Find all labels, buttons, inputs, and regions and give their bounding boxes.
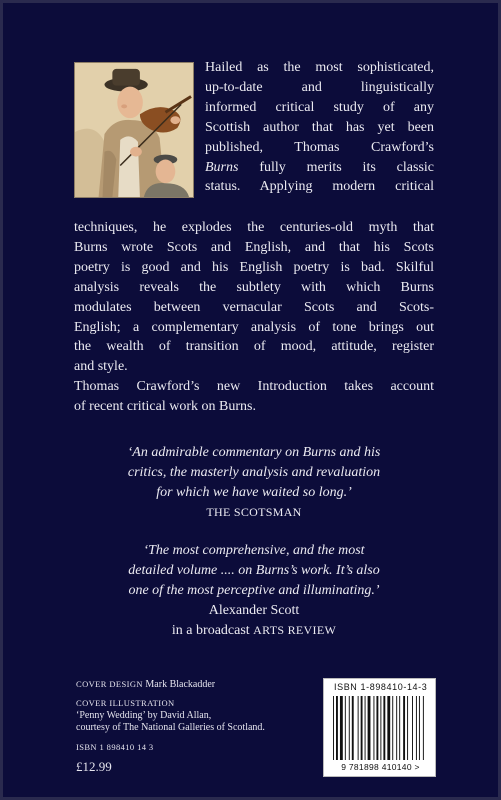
blurb-line: English; a complementary analysis of tone brings out [74, 319, 434, 335]
blurb-line: techniques, he explodes the centuries-old myth that [74, 220, 434, 235]
barcode-box [323, 678, 436, 777]
blurb-line: published, Thomas Crawford’s [205, 139, 434, 155]
barcode-isbn-label: ISBN 1-898410-14-3 [334, 682, 428, 692]
blurb-paragraph-1-full-width [74, 218, 434, 377]
blurb-line: Hailed as the most sophisticated, [205, 60, 434, 75]
illustration-artist: by David Allan, [147, 709, 212, 721]
quote-author: Alexander Scott [208, 602, 300, 618]
fiddler-painting-image [75, 63, 193, 197]
quote-line: ‘The most comprehensive, and the most [143, 543, 365, 558]
quote-line: ‘An admirable commentary on Burns and his [127, 445, 381, 460]
cover-credits [76, 678, 265, 753]
blurb-line: Thomas Crawford’s new Introduction takes account [74, 379, 434, 394]
quote-line: for which we have waited so long.’ [156, 484, 352, 500]
illustration-courtesy: courtesy of The National Galleries of Scotland. [76, 722, 265, 734]
quote-context-program: ARTS REVIEW [253, 622, 337, 637]
blurb-line: and style. [74, 359, 128, 375]
price: £12.99 [76, 759, 112, 774]
cover-design-credit [76, 678, 265, 691]
barcode-digits: 9 781898 410140 > [341, 762, 420, 772]
review-quote-1 [74, 443, 434, 523]
blurb-line: the wealth of transition of mood, attitude, register [74, 339, 434, 355]
review-quote-2 [74, 541, 434, 641]
quote-line: critics, the masterly analysis and revaluation [127, 464, 381, 480]
quote-source: THE SCOTSMAN [206, 504, 302, 519]
quote-context [74, 621, 434, 641]
isbn-text: ISBN 1 898410 14 3 [76, 741, 154, 752]
blurb-line: analysis reveals the subtlety with which Burns [74, 279, 434, 295]
quote-context-prefix: in a broadcast [171, 622, 254, 638]
blurb-line: up-to-date and linguistically [205, 79, 434, 95]
blurb-line: Scottish author that has yet been [205, 119, 434, 135]
blurb-paragraph-1-beside-image [205, 58, 434, 197]
blurb-line-fragment: fully merits its classic [238, 159, 434, 175]
quote-line: detailed volume .... on Burns’s work. It’s also [128, 562, 380, 578]
quote-line: one of the most perceptive and illuminating.’ [128, 582, 380, 598]
illustration-credit [76, 710, 265, 722]
illustration-label: COVER ILLUSTRATION [76, 698, 175, 709]
cover-design-name: Mark Blackadder [145, 679, 216, 690]
blurb-line: status. Applying modern critical [205, 179, 434, 195]
cover-illustration-fiddler [74, 62, 194, 198]
cover-design-label: COVER DESIGN [76, 679, 143, 689]
blurb-line: Burns wrote Scots and English, and that his Scots [74, 239, 434, 255]
blurb-line: of recent critical work on Burns. [74, 398, 256, 414]
barcode-bars [332, 696, 428, 760]
blurb-paragraph-2 [74, 377, 434, 417]
illustration-title: ‘Penny Wedding’ [76, 709, 146, 721]
blurb-line: poetry is good and his English poetry is bad. Skilful [74, 259, 434, 275]
blurb-line: informed critical study of any [205, 99, 434, 115]
blurb-line-with-title [205, 158, 434, 178]
book-title-italic: Burns [205, 159, 239, 175]
blurb-line: modulates between vernacular Scots and Scots- [74, 299, 434, 315]
